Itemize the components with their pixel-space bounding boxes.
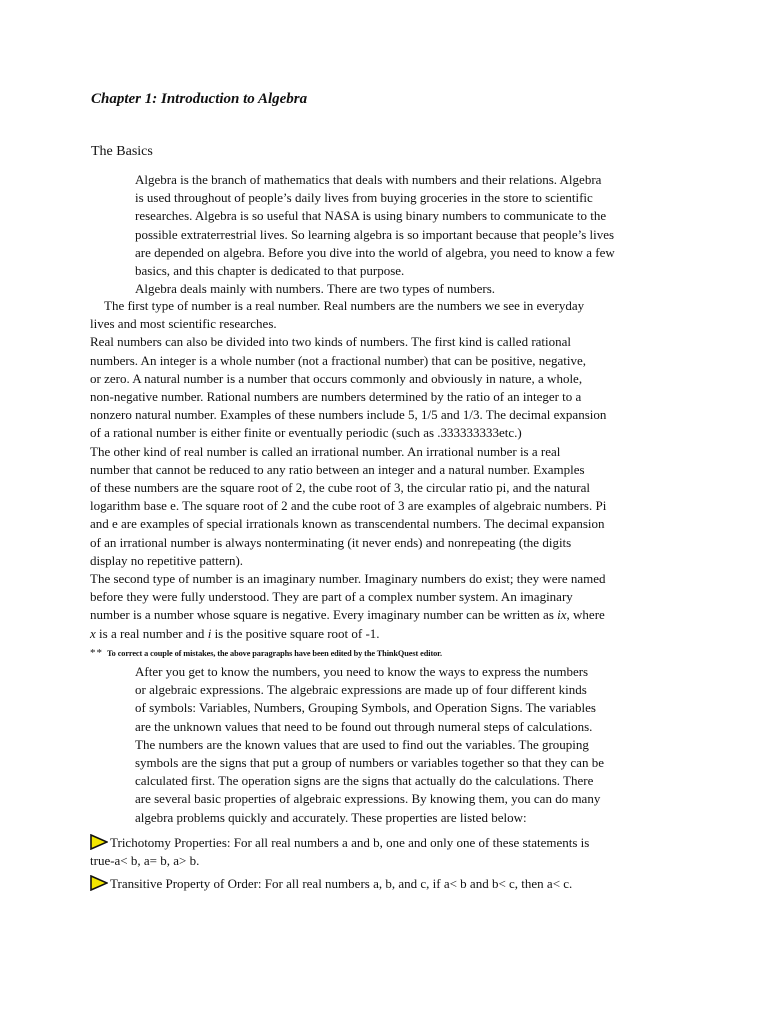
- bullet-trichotomy: [90, 834, 684, 870]
- number-types-body: [90, 297, 684, 643]
- text-line: The second type of number is an imaginary number. Imaginary numbers do exist; they were named: [90, 571, 606, 587]
- bullet-transitive: [90, 875, 684, 893]
- text-line: researches. Algebra is so useful that NASA is using binary numbers to communicate to the: [135, 208, 607, 224]
- bullet-text: Transitive Property of Order: For all real numbers a, b, and c, if a< b and b< c, then a< c.: [110, 876, 573, 891]
- yellow-arrow-icon: [90, 875, 108, 891]
- text-line: lives and most scientific researches.: [90, 316, 277, 332]
- note-text: To correct a couple of mistakes, the above paragraphs have been edited by the ThinkQuest editor.: [107, 649, 442, 658]
- editor-note: [90, 645, 442, 661]
- intro-paragraph: [135, 171, 680, 298]
- note-asterisks: **: [90, 647, 103, 659]
- text-line: nonzero natural number. Examples of these numbers include 5, 1/5 and 1/3. The decimal expansion: [90, 407, 607, 423]
- text-line: is used throughout of people’s daily lives from buying groceries in the store to scientific: [135, 190, 593, 206]
- text-line: non-negative number. Rational numbers are numbers determined by the ratio of an integer to a: [90, 389, 582, 405]
- text-line: are the unknown values that need to be found out through numeral steps of calculations.: [135, 718, 593, 734]
- text-line: [90, 625, 684, 643]
- text-line: of these numbers are the square root of 2, the cube root of 3, the circular ratio pi, and the natural: [90, 480, 590, 496]
- text-line: true-a< b, a= b, a> b.: [90, 853, 200, 869]
- text-line: are several basic properties of algebraic expressions. By knowing them, you can do many: [135, 791, 601, 807]
- text-line: After you get to know the numbers, you need to know the ways to express the numbers: [135, 664, 589, 679]
- text-line: possible extraterrestrial lives. So learning algebra is so important because that people’s lives: [135, 226, 615, 242]
- bullet-text: Trichotomy Properties: For all real numbers a and b, one and only one of these statements is: [110, 835, 590, 850]
- text-line: and e are examples of special irrationals known as transcendental numbers. The decimal expansion: [90, 516, 605, 532]
- text-line: algebra problems quickly and accurately. These properties are listed below:: [135, 809, 527, 825]
- yellow-arrow-icon: [90, 834, 108, 850]
- text-line: The numbers are the known values that are used to find out the variables. The grouping: [135, 736, 589, 752]
- math-variable: ix: [557, 607, 567, 623]
- text-line: logarithm base e. The square root of 2 and the cube root of 3 are examples of algebraic numbers. Pi: [90, 498, 607, 514]
- text-line: Real numbers can also be divided into two kinds of numbers. The first kind is called rational: [90, 334, 572, 350]
- text-line: before they were fully understood. They are part of a complex number system. An imaginary: [90, 589, 573, 605]
- text-line: numbers. An integer is a whole number (not a fractional number) that can be positive, negative,: [90, 352, 587, 368]
- text-segment: is a real number and: [95, 625, 208, 641]
- text-segment: , where: [566, 607, 605, 623]
- text-line: basics, and this chapter is dedicated to that purpose.: [135, 263, 405, 279]
- text-line: are depended on algebra. Before you dive into the world of algebra, you need to know a few: [135, 244, 615, 260]
- text-line: [90, 834, 684, 852]
- section-heading: The Basics: [91, 144, 153, 159]
- text-line: or zero. A natural number is a number that occurs commonly and obviously in nature, a whole,: [90, 370, 583, 386]
- text-line: calculated first. The operation signs are the signs that actually do the calculations. There: [135, 773, 594, 789]
- text-line: of a rational number is either finite or eventually periodic (such as .333333333etc.): [90, 425, 522, 441]
- text-line: symbols are the signs that put a group of numbers or variables together so that they can be: [135, 755, 604, 771]
- text-segment: is the positive square root of -1.: [211, 625, 380, 641]
- text-line: The other kind of real number is called an irrational number. An irrational number is a real: [90, 443, 561, 459]
- text-line: of symbols: Variables, Numbers, Grouping Symbols, and Operation Signs. The variables: [135, 700, 596, 716]
- text-line: The first type of number is a real number. Real numbers are the numbers we see in everyday: [104, 298, 585, 313]
- text-line: of an irrational number is always nonterminating (it never ends) and nonrepeating (the digits: [90, 534, 572, 550]
- expressions-paragraph: [135, 663, 680, 827]
- text-line: Algebra deals mainly with numbers. There are two types of numbers.: [135, 281, 496, 297]
- text-line: [90, 606, 684, 624]
- text-line: [90, 875, 684, 893]
- chapter-title: Chapter 1: Introduction to Algebra: [91, 91, 308, 107]
- text-line: or algebraic expressions. The algebraic expressions are made up of four different kinds: [135, 682, 587, 698]
- math-variable: i: [207, 625, 212, 641]
- text-line: display no repetitive pattern).: [90, 552, 244, 568]
- math-variable: x: [90, 625, 96, 641]
- text-line: number that cannot be reduced to any ratio between an integer and a natural number. Examples: [90, 461, 585, 477]
- text-segment: number is a number whose square is negative. Every imaginary number can be written as: [90, 607, 554, 623]
- text-line: Algebra is the branch of mathematics that deals with numbers and their relations. Algebra: [135, 172, 602, 187]
